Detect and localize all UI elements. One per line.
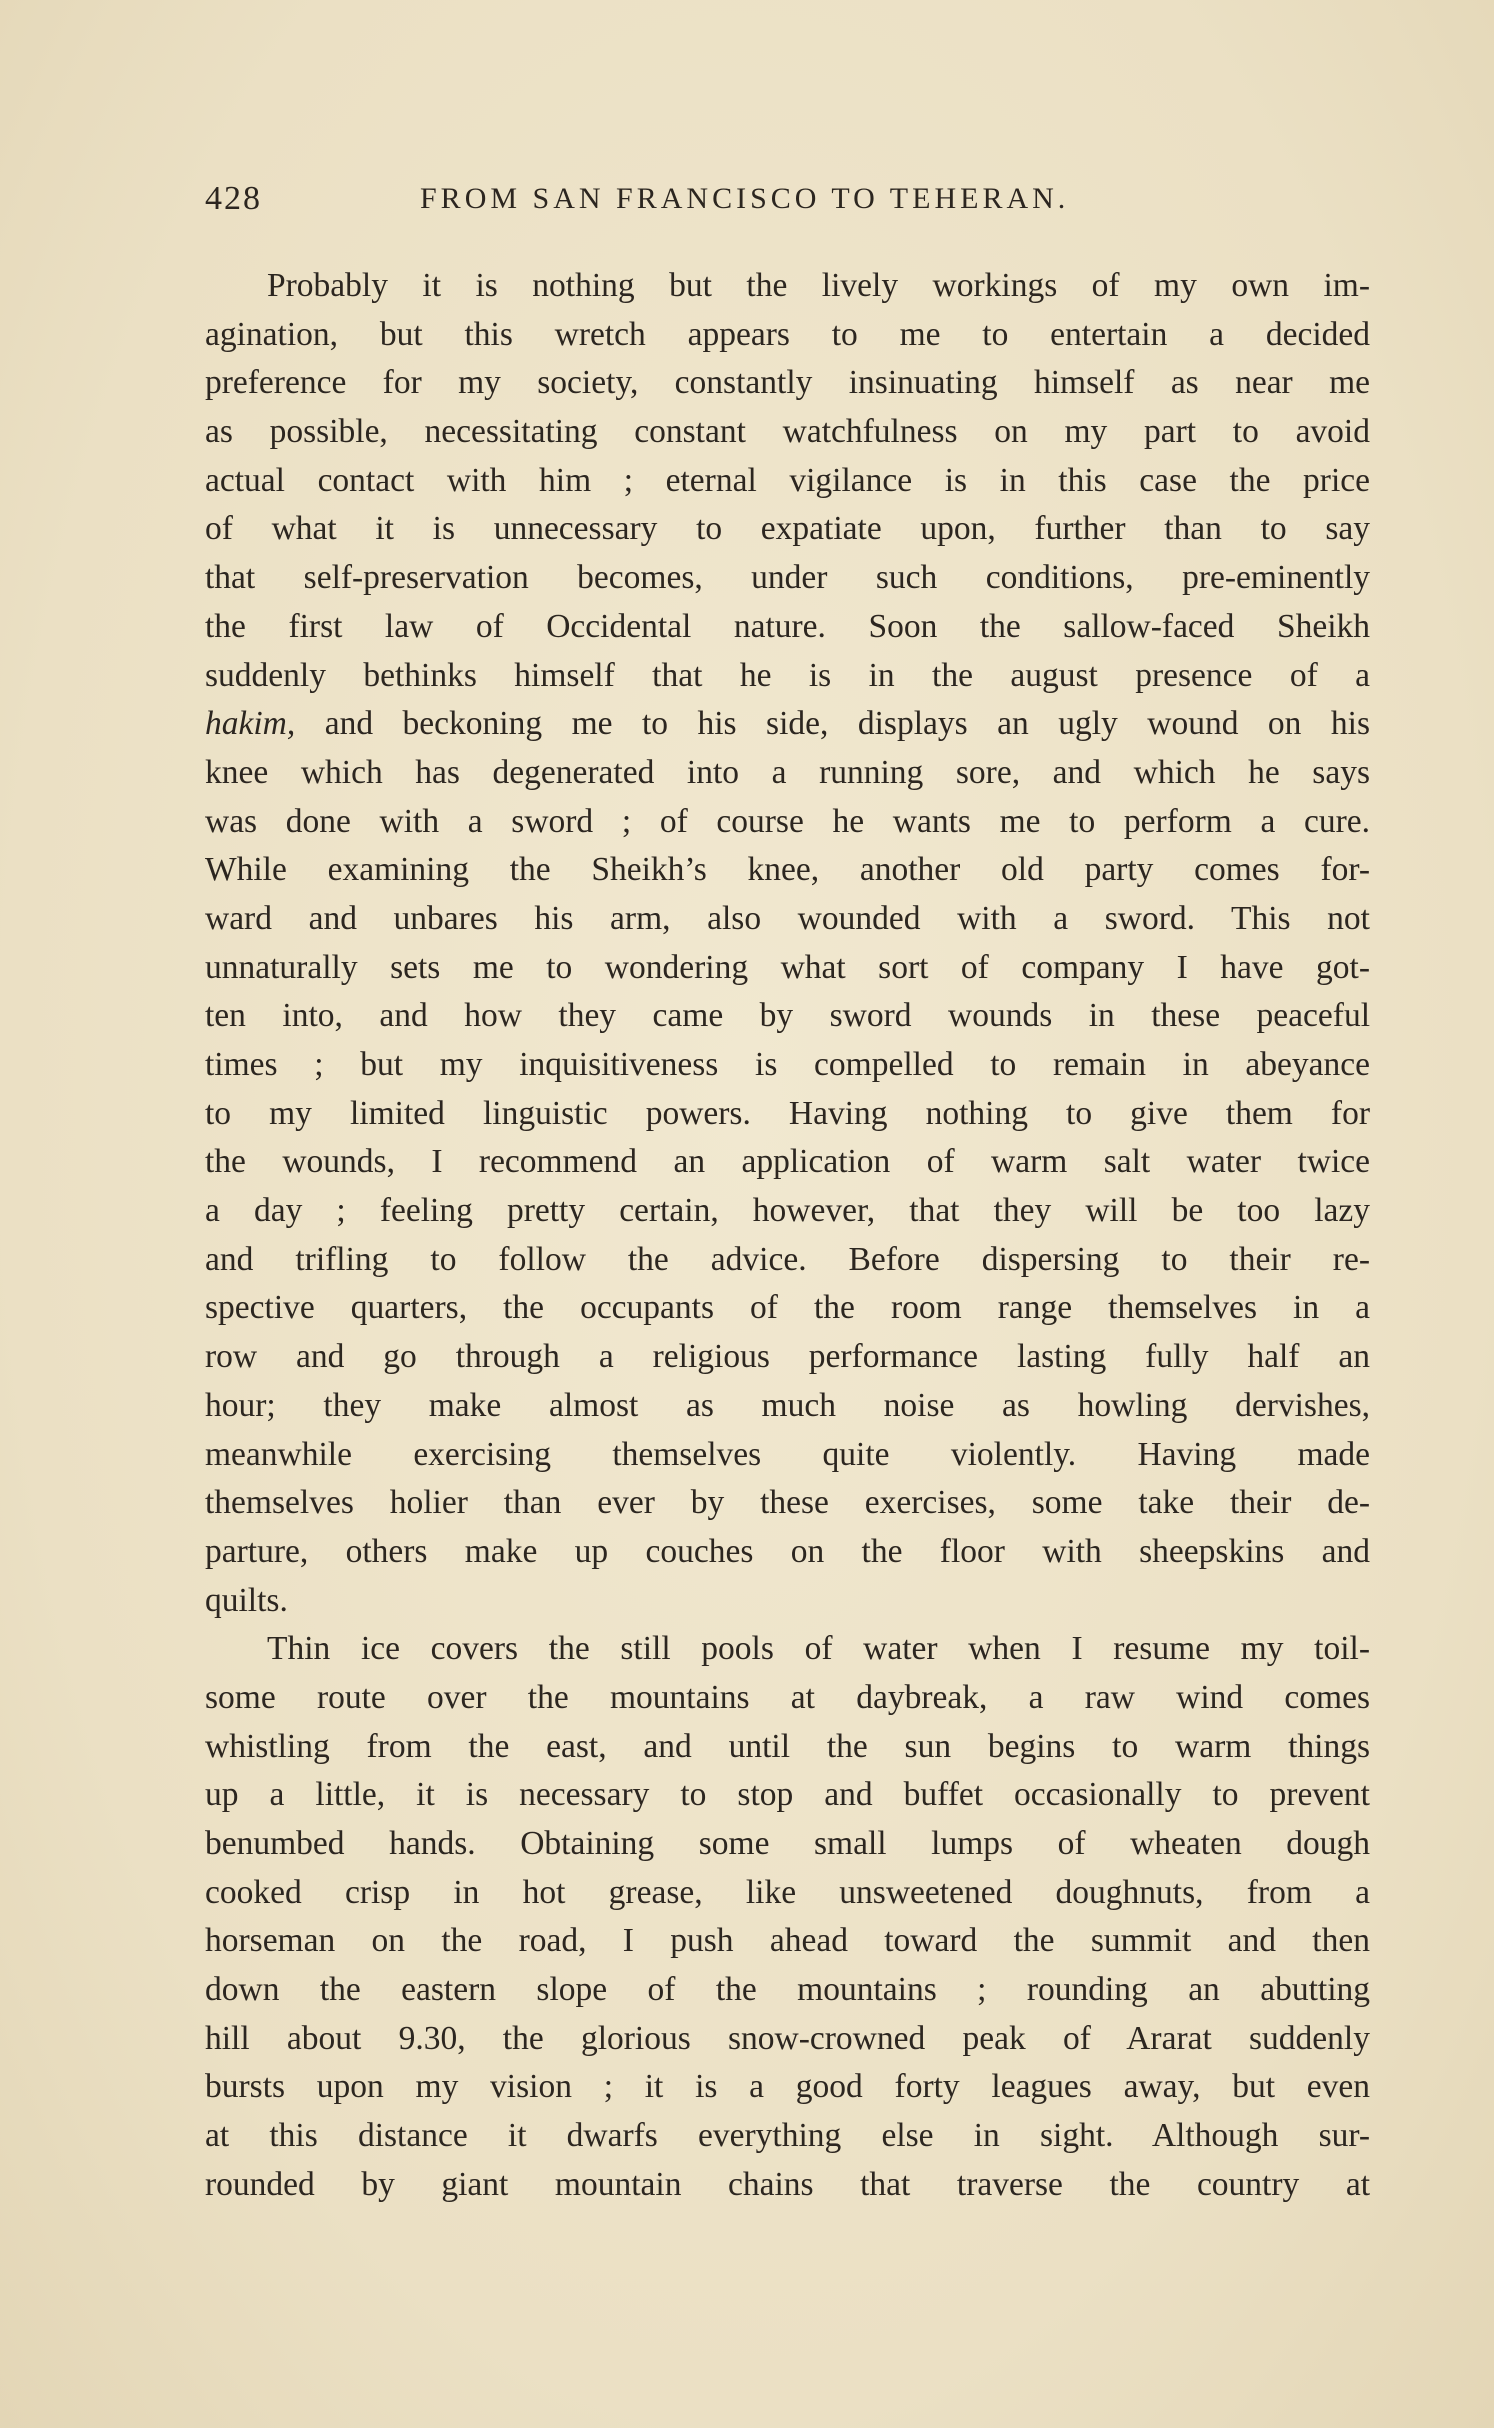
text-line: knee which has degenerated into a running sore, and which he says	[205, 753, 1370, 791]
text-line: parture, others make up couches on the floor with sheepskins and	[205, 1532, 1370, 1570]
text-line: a day ; feeling pretty certain, however, that they will be too lazy	[205, 1192, 1370, 1230]
text-line: quilts.	[205, 1581, 288, 1619]
book-title: FROM SAN FRANCISCO TO TEHERAN.	[420, 182, 1070, 215]
text-line: ward and unbares his arm, also wounded with a sword. This not	[205, 899, 1370, 937]
line-rest: and beckoning me to his side, displays an ugly wound on his	[295, 705, 1370, 743]
text-line: times ; but my inquisitiveness is compelled to remain in abeyance	[205, 1046, 1370, 1083]
text-line: up a little, it is necessary to stop and buffet occasionally to prevent	[205, 1776, 1370, 1814]
text-line: some route over the mountains at daybreak, a raw wind comes	[205, 1678, 1370, 1716]
text-line: row and go through a religious performance lasting fully half an	[205, 1338, 1370, 1376]
text-line: rounded by giant mountain chains that traverse the country at	[205, 2165, 1370, 2203]
text-line: meanwhile exercising themselves quite violently. Having made	[205, 1435, 1370, 1473]
text-line: as possible, necessitating constant watchfulness on my part to avoid	[205, 413, 1370, 451]
text-line: benumbed hands. Obtaining some small lumps of wheaten dough	[205, 1825, 1370, 1862]
text-line: horseman on the road, I push ahead toward the summit and then	[205, 1922, 1370, 1960]
text-line: unnaturally sets me to wondering what sort of company I have got-	[205, 948, 1370, 986]
text-line	[205, 700, 1370, 749]
body-text	[205, 262, 1370, 2210]
text-line: the wounds, I recommend an application of warm salt water twice	[205, 1143, 1370, 1181]
text-line: bursts upon my vision ; it is a good forty leagues away, but even	[205, 2068, 1370, 2106]
text-line: of what it is unnecessary to expatiate upon, further than to say	[205, 510, 1370, 548]
italic-word: hakim,	[205, 705, 296, 743]
text-line: to my limited linguistic powers. Having nothing to give them for	[205, 1094, 1370, 1132]
text-line: the first law of Occidental nature. Soon the sallow-faced Sheikh	[205, 607, 1370, 645]
text-line: cooked crisp in hot grease, like unsweetened doughnuts, from a	[205, 1873, 1370, 1911]
text-line: Probably it is nothing but the lively workings of my own im-	[267, 267, 1370, 304]
text-line: ten into, and how they came by sword wounds in these peaceful	[205, 997, 1370, 1035]
text-line: While examining the Sheikh’s knee, another old party comes for-	[205, 851, 1370, 889]
text-line: hill about 9.30, the glorious snow-crowned peak of Ararat suddenly	[205, 2019, 1370, 2057]
text-line: that self-preservation becomes, under such conditions, pre-eminently	[205, 559, 1370, 597]
text-line: themselves holier than ever by these exercises, some take their de-	[205, 1484, 1370, 1522]
text-line: suddenly bethinks himself that he is in the august presence of a	[205, 656, 1370, 694]
text-line: spective quarters, the occupants of the room range themselves in a	[205, 1289, 1370, 1327]
text-line: and trifling to follow the advice. Before dispersing to their re-	[205, 1240, 1370, 1278]
text-line: hour; they make almost as much noise as howling dervishes,	[205, 1386, 1370, 1424]
text-line: preference for my society, constantly insinuating himself as near me	[205, 364, 1370, 402]
text-line: was done with a sword ; of course he wants me to perform a cure.	[205, 802, 1370, 840]
running-head	[205, 180, 1370, 230]
text-line: whistling from the east, and until the sun begins to warm things	[205, 1727, 1370, 1765]
text-line: down the eastern slope of the mountains ; rounding an abutting	[205, 1971, 1370, 2009]
text-line: at this distance it dwarfs everything else in sight. Although sur-	[205, 2117, 1370, 2155]
text-line: actual contact with him ; eternal vigilance is in this case the price	[205, 461, 1370, 499]
page-number: 428	[205, 180, 262, 217]
text-line: Thin ice covers the still pools of water when I resume my toil-	[267, 1630, 1370, 1668]
text-line: agination, but this wretch appears to me to entertain a decided	[205, 315, 1370, 353]
